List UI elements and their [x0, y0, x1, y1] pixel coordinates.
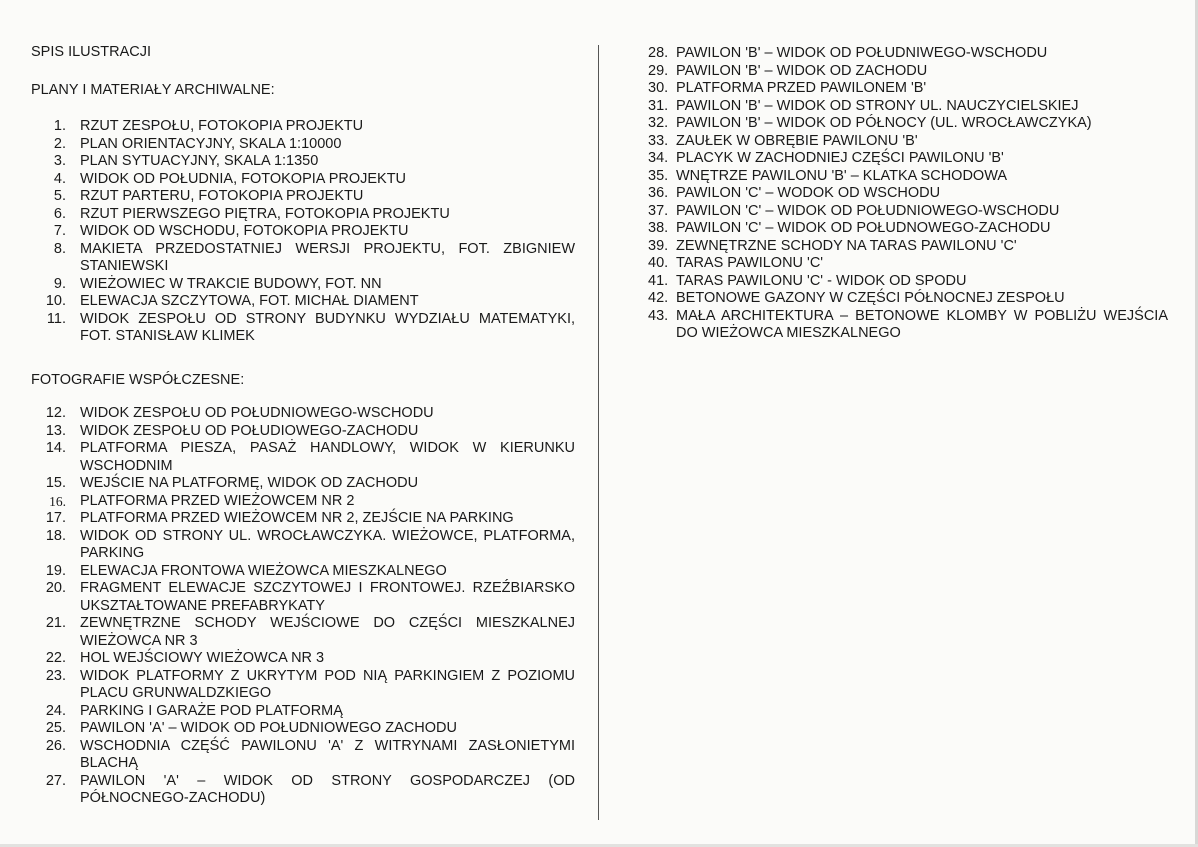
item-text: PAWILON 'C' – WIDOK OD POŁUDNOWEGO-ZACHODU	[676, 220, 1051, 236]
item-text: WIDOK ZESPOŁU OD STRONY BUDYNKU WYDZIAŁU MATEMATYKI, FOT. STANISŁAW KLIMEK	[80, 310, 575, 344]
item-number: 12.	[45, 405, 66, 421]
item-text: WIDOK OD WSCHODU, FOTOKOPIA PROJEKTU	[80, 223, 409, 239]
item-number: 28.	[648, 45, 669, 61]
item-text: MAŁA ARCHITEKTURA – BETONOWE KLOMBY W POBLIŻU WEJŚCIA DO WIEŻOWCA MIESZKALNEGO	[676, 307, 1168, 341]
item-text: WIDOK PLATFORMY Z UKRYTYM POD NIĄ PARKINGIEM Z POZIOMU PLACU GRUNWALDZKIEGO	[80, 667, 575, 701]
list-item	[648, 185, 1168, 203]
item-text: WEJŚCIE NA PLATFORMĘ, WIDOK OD ZACHODU	[80, 475, 419, 491]
item-number: 40.	[648, 255, 669, 271]
item-text: ZEWNĘTRZNE SCHODY WEJŚCIOWE DO CZĘŚCI MIESZKALNEJ WIEŻOWCA NR 3	[80, 615, 575, 649]
item-number: 23.	[45, 667, 66, 684]
item-text: RZUT PIERWSZEGO PIĘTRA, FOTOKOPIA PROJEKTU	[80, 205, 450, 222]
item-number: 16.	[49, 493, 66, 509]
item-text: PAWILON 'B' – WIDOK OD ZACHODU	[676, 62, 928, 79]
item-number: 35.	[648, 167, 669, 184]
item-text: WIDOK ZESPOŁU OD POŁUDNIOWEGO-WSCHODU	[80, 405, 434, 421]
list-item	[31, 720, 575, 738]
item-text: PLAN ORIENTACYJNY, SKALA 1:10000	[80, 135, 342, 152]
item-number: 1.	[53, 118, 66, 134]
item-text: PAWILON 'A' – WIDOK OD POŁUDNIOWEGO ZACHODU	[80, 720, 457, 736]
page-title: SPIS ILUSTRACJI	[31, 44, 152, 60]
item-text: PLATFORMA PRZED WIEŻOWCEM NR 2	[80, 492, 355, 509]
item-text: PAWILON 'C' – WIDOK OD POŁUDNIOWEGO-WSCHODU	[676, 202, 1060, 219]
item-text: PLACYK W ZACHODNIEJ CZĘŚCI PAWILONU 'B'	[676, 150, 1004, 166]
section-heading-archival: PLANY I MATERIAŁY ARCHIWALNE:	[31, 82, 275, 98]
item-number: 26.	[45, 737, 66, 754]
list-item	[31, 738, 575, 773]
list-item	[31, 171, 575, 189]
column-divider	[598, 45, 599, 820]
list-item	[648, 63, 1168, 81]
item-text: RZUT ZESPOŁU, FOTOKOPIA PROJEKTU	[80, 118, 364, 134]
list-item	[31, 206, 575, 224]
item-number: 37.	[648, 202, 669, 219]
item-text: PARKING I GARAŻE POD PLATFORMĄ	[80, 702, 343, 719]
list-item	[31, 493, 575, 511]
item-number: 29.	[648, 62, 669, 79]
list-item	[648, 168, 1168, 186]
list-item	[31, 773, 575, 808]
item-number: 19.	[45, 562, 66, 579]
item-number: 20.	[45, 580, 66, 596]
item-text: ELEWACJA FRONTOWA WIEŻOWCA MIESZKALNEGO	[80, 562, 447, 579]
item-number: 32.	[648, 115, 669, 131]
item-text: WIDOK ZESPOŁU OD POŁUDIOWEGO-ZACHODU	[80, 422, 419, 439]
list-item	[31, 703, 575, 721]
list-item	[648, 203, 1168, 221]
item-number: 11.	[46, 310, 66, 327]
item-number: 17.	[45, 510, 66, 526]
item-text: ZAUŁEK W OBRĘBIE PAWILONU 'B'	[676, 132, 918, 149]
list-item	[31, 153, 575, 171]
item-number: 4.	[53, 170, 66, 187]
item-number: 15.	[45, 475, 66, 491]
item-number: 33.	[648, 132, 669, 149]
item-text: WNĘTRZE PAWILONU 'B' – KLATKA SCHODOWA	[676, 167, 1008, 184]
item-text: ZEWNĘTRZNE SCHODY NA TARAS PAWILONU 'C'	[676, 237, 1017, 254]
list-item	[31, 563, 575, 581]
item-number: 34.	[648, 150, 669, 166]
item-text: PAWILON 'A' – WIDOK OD STRONY GOSPODARCZEJ (OD PÓŁNOCNEGO-ZACHODU)	[80, 772, 575, 806]
item-number: 18.	[45, 527, 66, 544]
list-item	[31, 423, 575, 441]
item-number: 21.	[45, 615, 66, 631]
item-text: ELEWACJA SZCZYTOWA, FOT. MICHAŁ DIAMENT	[80, 293, 419, 309]
item-number: 10.	[45, 293, 66, 309]
list-item	[648, 238, 1168, 256]
item-text: HOL WEJŚCIOWY WIEŻOWCA NR 3	[80, 650, 325, 666]
list-item	[31, 668, 575, 703]
contemporary-list-left	[31, 405, 575, 808]
item-number: 7.	[53, 223, 66, 239]
item-text: WIEŻOWIEC W TRAKCIE BUDOWY, FOT. NN	[80, 275, 382, 292]
item-text: PAWILON 'B' – WIDOK OD PÓŁNOCY (UL. WROCŁAWCZYKA)	[676, 115, 1092, 131]
item-number: 36.	[648, 185, 669, 201]
list-item	[31, 293, 575, 311]
item-number: 3.	[53, 153, 66, 169]
item-number: 5.	[53, 188, 66, 204]
list-item	[648, 98, 1168, 116]
item-text: TARAS PAWILONU 'C'	[676, 255, 824, 271]
item-text: BETONOWE GAZONY W CZĘŚCI PÓŁNOCNEJ ZESPOŁU	[676, 290, 1065, 306]
list-item	[31, 580, 575, 615]
item-text: WSCHODNIA CZĘŚĆ PAWILONU 'A' Z WITRYNAMI ZASŁONIETYMI BLACHĄ	[80, 737, 575, 771]
list-item	[31, 241, 575, 276]
list-item	[31, 118, 575, 136]
list-item	[31, 311, 575, 346]
item-number: 25.	[45, 720, 66, 736]
section-heading-contemporary: FOTOGRAFIE WSPÓŁCZESNE:	[31, 372, 245, 388]
item-number: 41.	[648, 272, 669, 289]
list-item	[648, 255, 1168, 273]
list-item	[31, 405, 575, 423]
item-text: PAWILON 'B' – WIDOK OD STRONY UL. NAUCZYCIELSKIEJ	[676, 97, 1079, 114]
item-number: 22.	[45, 650, 66, 666]
item-text: PLAN SYTUACYJNY, SKALA 1:1350	[80, 153, 319, 169]
contemporary-list-right	[648, 45, 1168, 343]
item-text: PLATFORMA PIESZA, PASAŻ HANDLOWY, WIDOK W KIERUNKU WSCHODNIM	[80, 440, 575, 474]
list-item	[31, 615, 575, 650]
item-text: MAKIETA PRZEDOSTATNIEJ WERSJI PROJEKTU, FOT. ZBIGNIEW STANIEWSKI	[80, 240, 575, 274]
item-number: 43.	[648, 307, 669, 324]
list-item	[31, 650, 575, 668]
item-number: 9.	[53, 275, 66, 292]
item-number: 31.	[648, 97, 669, 114]
list-item	[648, 133, 1168, 151]
item-number: 39.	[648, 237, 669, 254]
item-number: 2.	[53, 135, 66, 152]
item-text: PLATFORMA PRZED PAWILONEM 'B'	[676, 80, 927, 96]
list-item	[31, 223, 575, 241]
list-item	[648, 150, 1168, 168]
item-text: TARAS PAWILONU 'C' - WIDOK OD SPODU	[676, 272, 967, 289]
item-number: 42.	[648, 290, 669, 306]
item-text: PLATFORMA PRZED WIEŻOWCEM NR 2, ZEJŚCIE NA PARKING	[80, 510, 514, 526]
list-item	[648, 115, 1168, 133]
list-item	[31, 276, 575, 294]
list-item	[31, 136, 575, 154]
list-item	[648, 45, 1168, 63]
list-item	[648, 80, 1168, 98]
list-item	[648, 290, 1168, 308]
list-item	[31, 188, 575, 206]
archival-list	[31, 118, 575, 346]
list-item	[648, 273, 1168, 291]
item-number: 13.	[45, 422, 66, 439]
item-number: 38.	[648, 220, 669, 236]
list-item	[648, 220, 1168, 238]
item-number: 24.	[45, 702, 66, 719]
item-text: WIDOK OD POŁUDNIA, FOTOKOPIA PROJEKTU	[80, 170, 407, 187]
item-number: 6.	[53, 205, 66, 222]
item-text: PAWILON 'B' – WIDOK OD POŁUDNIWEGO-WSCHODU	[676, 45, 1048, 61]
item-number: 14.	[45, 440, 66, 456]
item-text: RZUT PARTERU, FOTOKOPIA PROJEKTU	[80, 188, 364, 204]
list-item	[31, 440, 575, 475]
list-item	[648, 308, 1168, 343]
list-item	[31, 475, 575, 493]
item-number: 8.	[53, 240, 66, 257]
item-text: PAWILON 'C' – WODOK OD WSCHODU	[676, 185, 941, 201]
item-number: 30.	[648, 80, 669, 96]
list-item	[31, 510, 575, 528]
item-number: 27.	[45, 772, 66, 789]
item-text: WIDOK OD STRONY UL. WROCŁAWCZYKA. WIEŻOWCE, PLATFORMA, PARKING	[80, 527, 575, 561]
list-item	[31, 528, 575, 563]
item-text: FRAGMENT ELEWACJE SZCZYTOWEJ I FRONTOWEJ. RZEŹBIARSKO UKSZTAŁTOWANE PREFABRYKATY	[80, 580, 575, 614]
